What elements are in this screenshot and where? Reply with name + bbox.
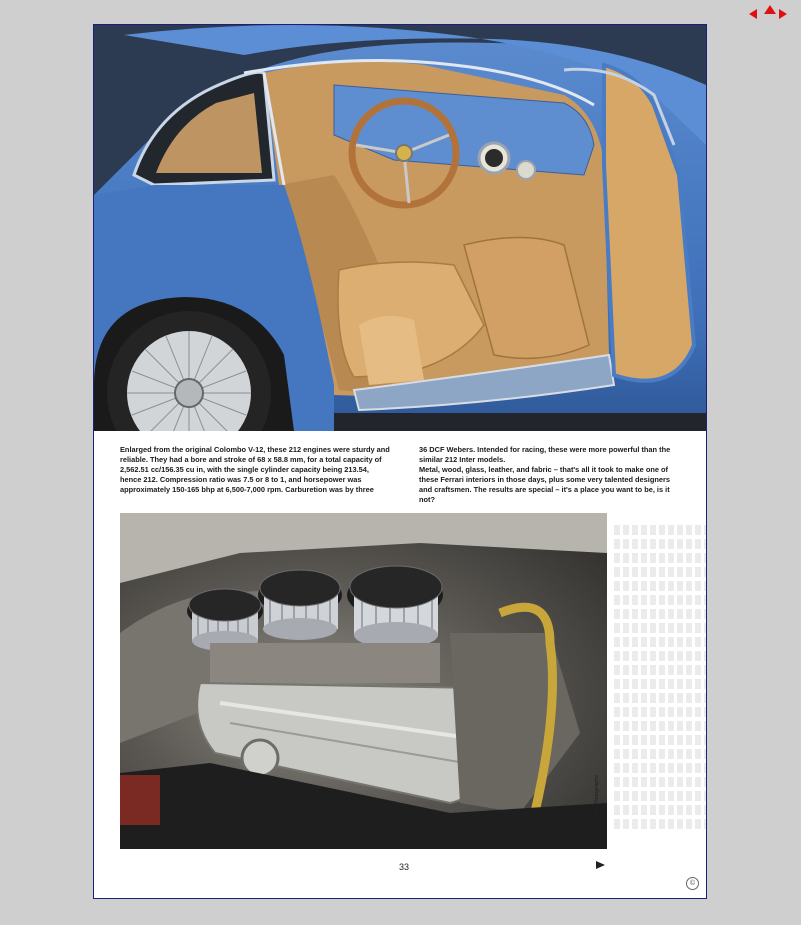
car-interior-photo bbox=[94, 25, 706, 431]
next-page-pointer-icon[interactable] bbox=[596, 861, 605, 869]
previous-page-arrow-icon[interactable] bbox=[749, 9, 757, 19]
car-interior-illustration bbox=[94, 25, 706, 431]
engine-caption-continued: 36 DCF Webers. Intended for racing, these were more powerful than the similar 212 Inter models. bbox=[419, 445, 671, 464]
interior-caption bbox=[419, 445, 681, 505]
photo-credit: Peter S. Linsey Photographs bbox=[594, 774, 600, 845]
engine-caption-text: Enlarged from the original Colombo V-12, these 212 engines were sturdy and reliable. They had a bore and stroke of 68 x 58.8 mm, for a total capacity of 2,562.51 cc/156.35 cu in, with the single cylinder capacity being 213.54, hence 212. Compression ratio was 7.5 or 8 to 1, and horsepower was approximately 150-165 bhp at 6,500-7,000 rpm. Carburetion was by three bbox=[120, 445, 390, 494]
bleed-through-text bbox=[614, 525, 706, 855]
engine-photo bbox=[120, 513, 607, 849]
engine-caption bbox=[120, 445, 392, 495]
page-number: 33 bbox=[399, 862, 410, 872]
corner-mark: © bbox=[686, 877, 699, 890]
magazine-page bbox=[93, 24, 707, 899]
next-page-arrow-icon[interactable] bbox=[779, 9, 787, 19]
engine-illustration bbox=[120, 513, 607, 849]
up-arrow-icon[interactable] bbox=[764, 5, 776, 14]
page-navigation bbox=[747, 4, 791, 22]
interior-caption-text: Metal, wood, glass, leather, and fabric – that's all it took to make one of these Ferrari interiors in those days, plus some very talented designers and craftsmen. The results are special – it's a place you want to be, is it not? bbox=[419, 465, 670, 504]
